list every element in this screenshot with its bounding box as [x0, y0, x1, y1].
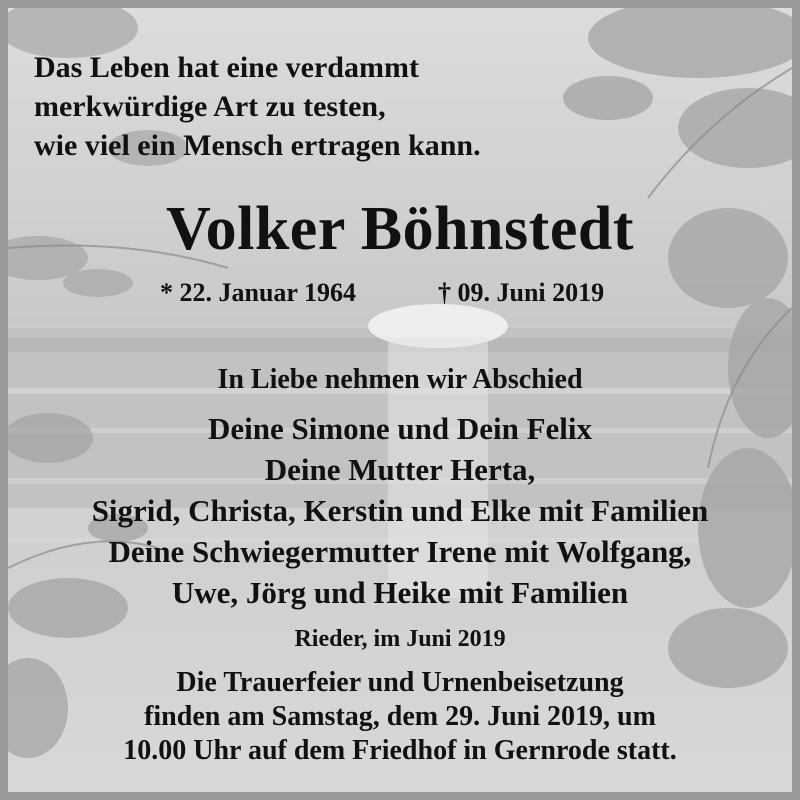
motto-line: merkwürdige Art zu testen,	[34, 90, 386, 123]
funeral-line: finden am Samstag, dem 29. Juni 2019, um	[144, 701, 656, 732]
funeral-line: Die Trauerfeier und Urnenbeisetzung	[176, 667, 624, 698]
farewell-heading: In Liebe nehmen wir Abschied	[217, 364, 583, 395]
mourners-list	[8, 408, 792, 613]
death-date: † 09. Juni 2019	[438, 278, 605, 307]
mourner-line: Deine Mutter Herta,	[264, 452, 536, 487]
birth-date: * 22. Januar 1964	[160, 278, 356, 307]
obituary-card	[8, 8, 792, 792]
mourner-line: Sigrid, Christa, Kerstin und Elke mit Familien	[91, 493, 709, 528]
motto-quote	[34, 48, 792, 165]
motto-line: Das Leben hat eine verdammt	[34, 51, 419, 84]
mourner-line: Uwe, Jörg und Heike mit Familien	[171, 575, 629, 610]
mourner-line: Deine Schwiegermutter Irene mit Wolfgang,	[108, 534, 692, 569]
motto-line: wie viel ein Mensch ertragen kann.	[34, 129, 481, 162]
place-date: Rieder, im Juni 2019	[294, 626, 506, 652]
mourner-line: Deine Simone und Dein Felix	[207, 411, 593, 446]
deceased-name: Volker Böhnstedt	[166, 195, 634, 263]
funeral-line: 10.00 Uhr auf dem Friedhof in Gernrode statt.	[123, 735, 677, 766]
funeral-notice	[8, 666, 792, 768]
